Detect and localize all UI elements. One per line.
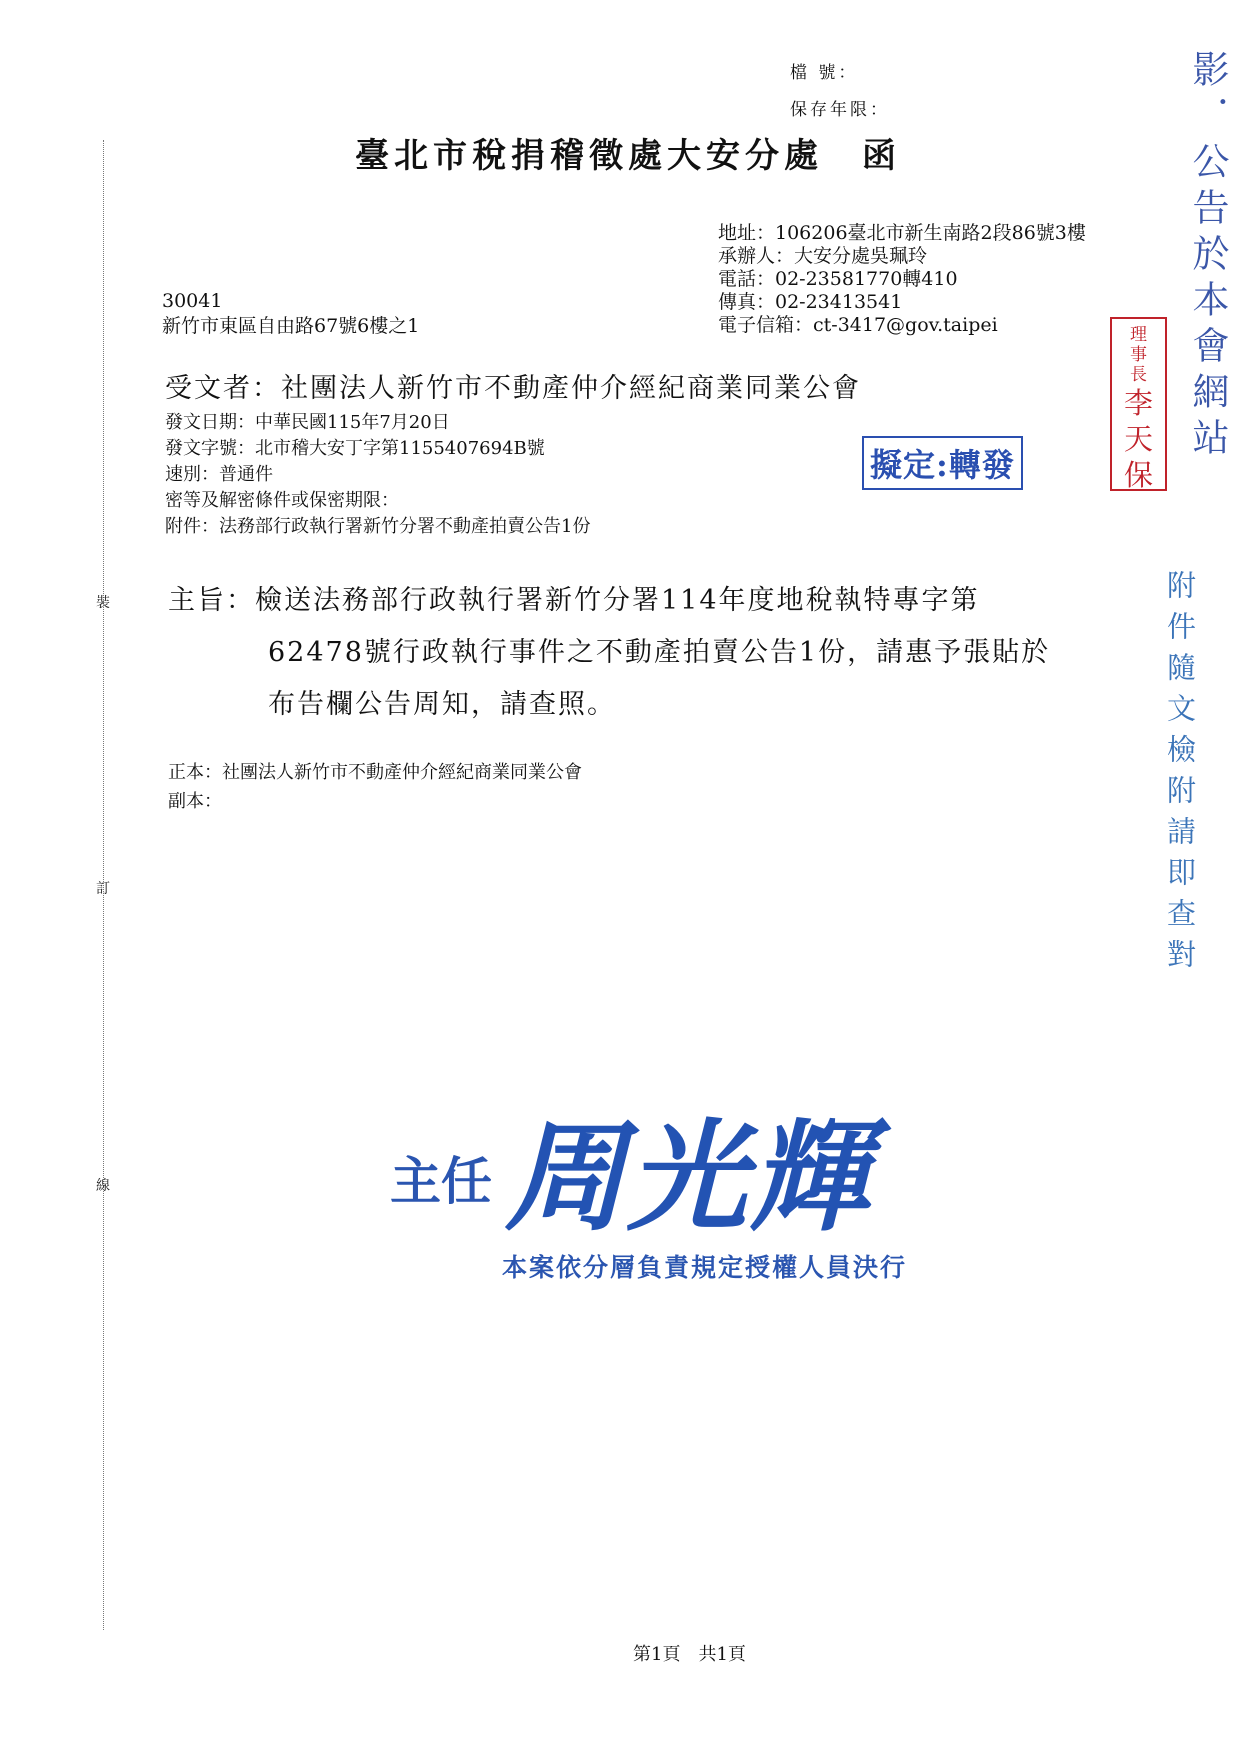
recipient-street: 新竹市東區自由路67號6樓之1: [162, 315, 420, 337]
binding-label-top: 裝: [96, 595, 110, 611]
document-meta: [165, 410, 590, 540]
signature-authority-note: 本案依分層負責規定授權人員決行: [502, 1253, 908, 1282]
contact-address: 地址：106206臺北市新生南路2段86號3樓: [718, 222, 1086, 244]
seal-name: 李天保: [1123, 386, 1153, 492]
contact-block: [718, 222, 1086, 337]
binding-label-middle: 訂: [96, 881, 110, 897]
binding-label-bottom: 線: [96, 1178, 110, 1194]
seal-title: 理事長: [1130, 325, 1147, 385]
document-title: 臺北市稅捐稽徵處大安分處 函: [355, 136, 901, 176]
attachment-check-stamp: 附件隨文檢附請即查對: [1163, 570, 1197, 980]
contact-phone: 電話：02-23581770轉410: [718, 268, 958, 290]
original-recipient: 正本：社團法人新竹市不動產仲介經紀商業同業公會: [168, 762, 582, 783]
recipient-line: 受文者：社團法人新竹市不動產仲介經紀商業同業公會: [165, 373, 861, 404]
document-number: 發文字號：北市稽大安丁字第1155407694B號: [165, 438, 545, 459]
contact-handler: 承辦人：大安分處吳珮玲: [718, 245, 928, 267]
subject-line-2: 62478號行政執行事件之不動產拍賣公告1份，請惠予張貼於: [268, 637, 1051, 668]
signature-title: 主任: [390, 1152, 493, 1212]
copy-recipient: 副本：: [168, 791, 222, 812]
subject-line-1: 主旨：檢送法務部行政執行署新竹分署114年度地稅執特專字第: [168, 585, 980, 616]
signature-name: 周光輝: [505, 1107, 871, 1248]
posted-on-website-stamp: 影．公告於本會網站: [1186, 50, 1229, 464]
page-number: 第1頁 共1頁: [633, 1644, 746, 1665]
attachment-line: 附件：法務部行政執行署新竹分署不動產拍賣公告1份: [165, 516, 591, 537]
issue-date: 發文日期：中華民國115年7月20日: [165, 412, 450, 433]
retention-period-label: 保存年限：: [790, 100, 890, 120]
distribution-list: [168, 758, 582, 816]
subject-line-3: 布告欄公告周知，請查照。: [268, 689, 616, 720]
file-number-label: 檔 號：: [790, 63, 859, 83]
draft-forward-stamp: 擬定:轉發: [862, 436, 1023, 490]
delivery-speed: 速別：普通件: [165, 464, 273, 485]
security-level: 密等及解密條件或保密期限：: [165, 490, 399, 511]
chairman-seal: [1110, 317, 1167, 491]
recipient-postal-code: 30041: [162, 290, 223, 312]
contact-fax: 傳真：02-23413541: [718, 291, 903, 313]
recipient-address: [162, 289, 419, 339]
contact-email: 電子信箱：ct-3417@gov.taipei: [718, 314, 998, 336]
